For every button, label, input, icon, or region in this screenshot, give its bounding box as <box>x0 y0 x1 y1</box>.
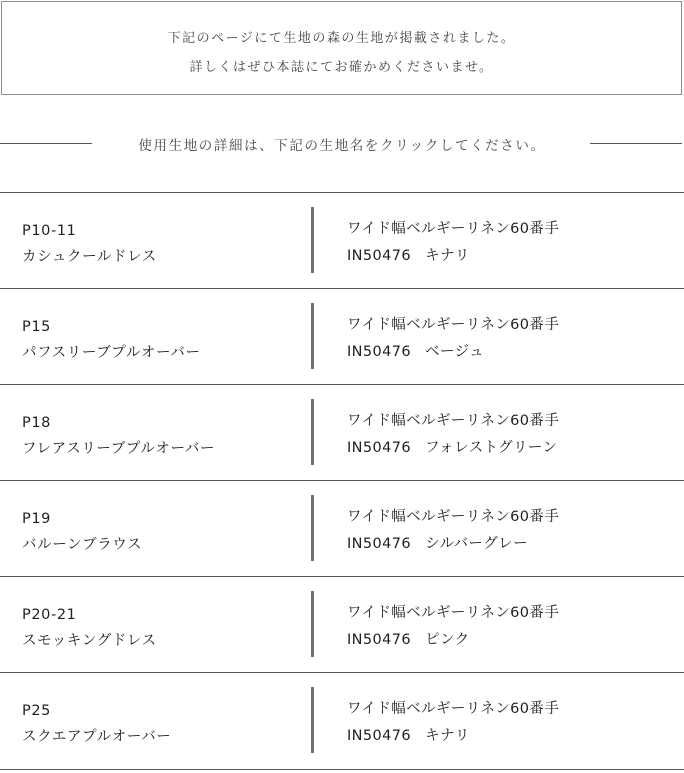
fabric-link[interactable] <box>347 216 559 270</box>
fabric-code-color[interactable] <box>347 243 559 270</box>
fabric-name[interactable]: ワイド幅ベルギーリネン60番手 <box>347 413 560 429</box>
column-divider <box>311 687 314 753</box>
fabric-link[interactable] <box>347 312 559 366</box>
design-name: フレアスリーブプルオーバー <box>22 441 216 457</box>
design-name: バルーンブラウス <box>22 537 143 553</box>
table-row <box>0 480 684 576</box>
fabric-name[interactable]: ワイド幅ベルギーリネン60番手 <box>347 221 560 237</box>
fabric-color[interactable]: キナリ <box>425 728 470 744</box>
fabric-code[interactable]: IN50476 <box>347 728 412 744</box>
column-divider <box>311 591 314 657</box>
design-cell <box>22 314 201 366</box>
column-divider <box>311 495 314 561</box>
fabric-name[interactable]: ワイド幅ベルギーリネン60番手 <box>347 509 560 525</box>
fabric-code-color[interactable] <box>347 435 559 462</box>
design-cell <box>22 410 215 462</box>
fabric-table <box>0 192 684 770</box>
table-row <box>0 288 684 384</box>
section-heading-text: 使用生地の詳細は、下記の生地名をクリックしてください。 <box>138 138 546 154</box>
table-row <box>0 384 684 480</box>
design-name: スクエアプルオーバー <box>22 729 172 745</box>
fabric-code[interactable]: IN50476 <box>347 344 412 360</box>
heading-rule-right <box>590 143 682 144</box>
design-cell <box>22 506 142 558</box>
design-name: カシュクールドレス <box>22 249 157 265</box>
fabric-name[interactable]: ワイド幅ベルギーリネン60番手 <box>347 605 560 621</box>
design-cell <box>22 698 171 750</box>
fabric-name[interactable]: ワイド幅ベルギーリネン60番手 <box>347 317 560 333</box>
notice-line-1: 下記のページにて生地の森の生地が掲載されました。 <box>167 31 516 46</box>
fabric-color[interactable]: キナリ <box>425 248 470 264</box>
fabric-code-color[interactable] <box>347 531 559 558</box>
design-cell <box>22 218 157 270</box>
page-number: P18 <box>22 415 51 431</box>
design-cell <box>22 602 157 654</box>
fabric-code-color[interactable] <box>347 627 559 654</box>
notice-line-2: 詳しくはぜひ本誌にてお確かめくださいませ。 <box>189 60 494 75</box>
fabric-link[interactable] <box>347 696 559 750</box>
fabric-code[interactable]: IN50476 <box>347 632 412 648</box>
design-name: スモッキングドレス <box>22 633 157 649</box>
fabric-link[interactable] <box>347 408 559 462</box>
fabric-link[interactable] <box>347 504 559 558</box>
fabric-color[interactable]: シルバーグレー <box>425 536 528 552</box>
section-heading <box>0 132 684 154</box>
fabric-code[interactable]: IN50476 <box>347 536 412 552</box>
fabric-color[interactable]: ピンク <box>425 632 470 648</box>
fabric-color[interactable]: ベージュ <box>425 344 485 360</box>
page-number: P10-11 <box>22 223 77 239</box>
table-row <box>0 192 684 288</box>
fabric-color[interactable]: フォレストグリーン <box>425 440 558 456</box>
column-divider <box>311 399 314 465</box>
heading-rule-left <box>0 143 92 144</box>
page-number: P15 <box>22 319 51 335</box>
fabric-code-color[interactable] <box>347 339 559 366</box>
fabric-link[interactable] <box>347 600 559 654</box>
page-number: P20-21 <box>22 607 77 623</box>
column-divider <box>311 303 314 369</box>
fabric-code-color[interactable] <box>347 723 559 750</box>
page-number: P19 <box>22 511 51 527</box>
design-name: パフスリーブプルオーバー <box>22 345 201 361</box>
table-row <box>0 576 684 672</box>
notice-box <box>1 1 682 95</box>
column-divider <box>311 207 314 273</box>
fabric-name[interactable]: ワイド幅ベルギーリネン60番手 <box>347 701 560 717</box>
fabric-code[interactable]: IN50476 <box>347 248 412 264</box>
table-row <box>0 672 684 770</box>
fabric-code[interactable]: IN50476 <box>347 440 412 456</box>
page-number: P25 <box>22 703 51 719</box>
